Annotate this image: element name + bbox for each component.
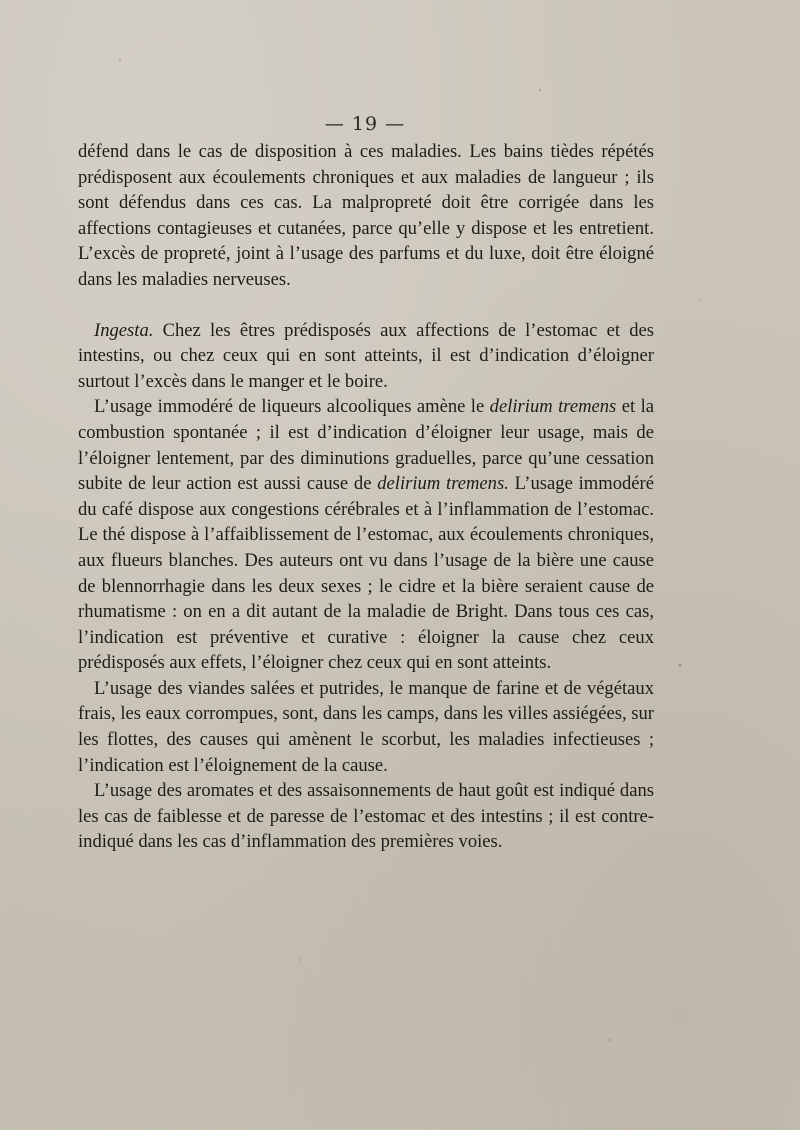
section-lead-ingesta: Ingesta. bbox=[94, 319, 154, 341]
page-number: — 19 — bbox=[324, 113, 406, 135]
paragraph-aromatics bbox=[78, 778, 654, 855]
paragraph-1 bbox=[78, 139, 654, 293]
body-text bbox=[78, 139, 654, 855]
paragraph-aromatics-text: L’usage des aromates et des assaisonnements de haut goût est indiqué dans les cas de faiblesse et de paresse de l’estomac et des intestins ; il est contre-indiqué dans les cas d’inflammation des premières voies. bbox=[78, 780, 654, 853]
paragraph-ingesta-text: Chez les êtres prédisposés aux affections de l’estomac et des intestins, ou chez ceux qui en sont atteints, il est d’indication d’éloigner surtout l’excès dans le manger et le boire. bbox=[78, 319, 654, 392]
paragraph-alcohol-post: L’usage immodéré du café dispose aux congestions cérébrales et à l’inflammation de l’estomac. Le thé dispose à l’affaiblissement de l’estomac, aux écoulements chroniques, aux flueurs blanches. Des auteurs ont vu dans l’usage de la bière une cause de blennorrhagie dans les deux sexes ; le cidre et la bière seraient cause de rhumatisme : on en a dit autant de la maladie de Bright. Dans tous ces cas, l’indication est préventive et curative : éloigner la cause chez ceux prédisposés aux effets, l’éloigner chez ceux qui en sont atteints. bbox=[78, 473, 654, 674]
paragraph-alcohol-mid: et la combustion spontanée ; il est d’indication d’éloigner leur usage, mais de l’éloigner lentement, par des diminutions graduelles, parce qu’une cessation subite de leur action est aussi cause de bbox=[78, 396, 655, 495]
term-delirium-tremens-1: delirium tremens bbox=[489, 396, 617, 418]
paragraph-alcohol-pre: L’usage immodéré de liqueurs alcooliques amène le bbox=[94, 396, 490, 418]
paragraph-scurvy bbox=[78, 676, 654, 778]
paragraph-1-text: défend dans le cas de disposition à ces maladies. Les bains tièdes répétés prédisposent aux écoulements chroniques et aux maladies de langueur ; ils sont défendus dans ces cas. La malpropreté doit être corrigée dans les affections contagieuses et cutanées, parce qu’elle y dispose et les entretient. L’excès de propreté, joint à l’usage des parfums et du luxe, doit être éloigné dans les maladies nerveuses. bbox=[78, 141, 654, 290]
paragraph-alcohol bbox=[78, 394, 654, 676]
term-delirium-tremens-2: delirium tremens. bbox=[377, 473, 509, 495]
paragraph-ingesta bbox=[78, 318, 654, 395]
paragraph-scurvy-text: L’usage des viandes salées et putrides, le manque de farine et de végétaux frais, les eaux corrompues, sont, dans les camps, dans les villes assiégées, sur les flottes, des causes qui amènent le scorbut, les maladies infectieuses ; l’indication est l’éloignement de la cause. bbox=[78, 677, 654, 776]
